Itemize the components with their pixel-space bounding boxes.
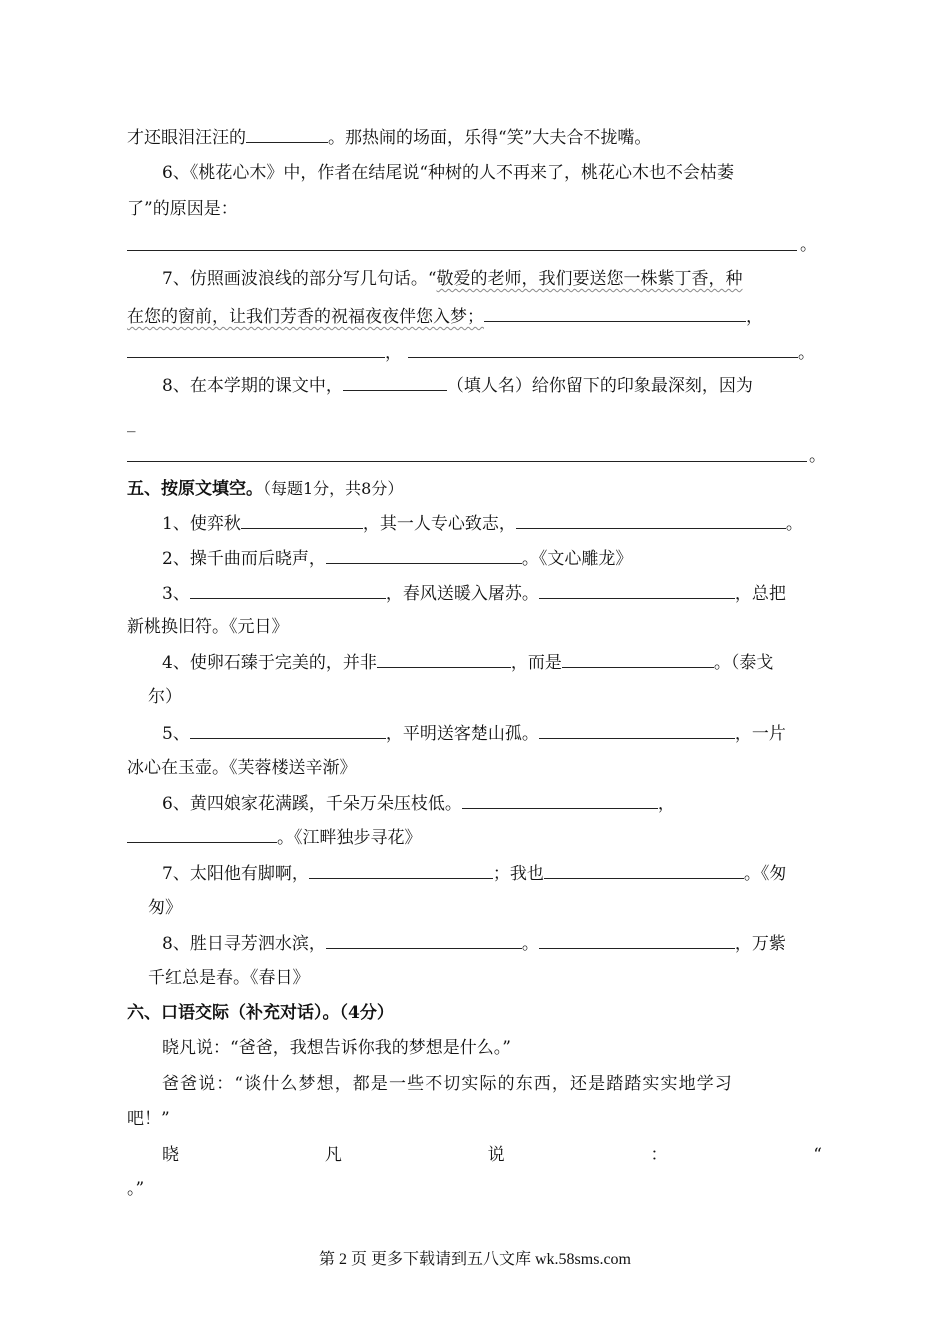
fill-item-6: 6、黄四娘家花满蹊，千朵万朵压枝低。 ， xyxy=(162,794,675,814)
answer-blank[interactable] xyxy=(127,826,277,843)
answer-blank[interactable] xyxy=(246,126,328,143)
fill-item-3-cont: 新桃换旧符。《元日》 xyxy=(127,617,289,637)
answer-blank[interactable] xyxy=(539,722,735,739)
question-8: 8、在本学期的课文中， （填人名）给你留下的印象最深刻，因为 xyxy=(162,376,753,396)
stray-dash: _ xyxy=(127,413,136,433)
answer-blank[interactable] xyxy=(326,547,522,564)
answer-blank[interactable] xyxy=(462,792,658,809)
answer-blank[interactable] xyxy=(377,651,511,668)
answer-blank[interactable] xyxy=(343,374,447,391)
answer-blank[interactable] xyxy=(539,932,735,949)
fill-item-5: 5、 ，平明送客楚山孤。 ，一片 xyxy=(162,724,786,744)
answer-blank[interactable] xyxy=(309,862,493,879)
answer-blank[interactable] xyxy=(562,651,714,668)
answer-blank[interactable] xyxy=(326,932,522,949)
answer-blank[interactable] xyxy=(408,341,798,358)
fill-item-8: 8、胜日寻芳泗水滨， 。 ，万紫 xyxy=(162,934,786,954)
answer-blank[interactable] xyxy=(127,341,385,358)
answer-blank[interactable] xyxy=(241,512,363,529)
fill-item-1: 1、使弈秋 ，其一人专心致志， 。 xyxy=(162,514,803,534)
answer-blank[interactable] xyxy=(484,305,746,322)
wavy-underlined-text: 在您的窗前，让我们芳香的祝福夜夜伴您入梦； xyxy=(127,307,484,327)
section-5-heading: 五、按原文填空。（每题1分，共8分） xyxy=(127,479,404,499)
section-6-heading: 六、口语交际（补充对话）。（4分） xyxy=(127,1003,394,1023)
question-7: 7、仿照画波浪线的部分写几句话。“敬爱的老师，我们要送您一株紫丁香，种 xyxy=(162,269,743,289)
period: 。 xyxy=(809,446,826,466)
answer-blank[interactable] xyxy=(190,722,386,739)
dialogue-line-2: 爸爸说：“谈什么梦想，都是一些不切实际的东西，还是踏踏实实地学习 xyxy=(162,1074,733,1094)
fill-item-4: 4、使卵石臻于完美的，并非 ，而是 。（泰戈 xyxy=(162,653,774,673)
answer-blank[interactable] xyxy=(190,582,386,599)
fill-item-4-cont: 尔） xyxy=(148,687,182,707)
wavy-underlined-text: 敬爱的老师，我们要送您一株紫丁香，种 xyxy=(436,269,743,289)
fill-item-7: 7、太阳他有脚啊， ；我也 。《匆 xyxy=(162,864,787,884)
text-line: 才还眼泪汪汪的 。那热闹的场面，乐得“笑”大夫合不拢嘴。 xyxy=(127,128,652,148)
page-footer: 第 2 页 更多下载请到五八文库 wk.58sms.com xyxy=(318,1251,631,1268)
answer-line[interactable] xyxy=(127,461,807,462)
fill-item-7-cont: 匆》 xyxy=(148,898,182,918)
dialogue-line-3: 晓 凡 说 ： “ xyxy=(162,1145,822,1165)
fill-item-2: 2、操千曲而后晓声， 。《文心雕龙》 xyxy=(162,549,633,569)
period: 。 xyxy=(800,235,817,255)
answer-blank[interactable] xyxy=(516,512,786,529)
fill-item-8-cont: 千红总是春。《春日》 xyxy=(148,968,310,988)
dialogue-line-1: 晓凡说：“爸爸，我想告诉你我的梦想是什么。” xyxy=(162,1038,511,1058)
answer-blank[interactable] xyxy=(539,582,735,599)
question-6-cont: 了”的原因是： xyxy=(127,199,238,219)
question-7-line3: ， 。 xyxy=(127,341,815,364)
question-6: 6、《桃花心木》中，作者在结尾说“种树的人不再来了，桃花心木也不会枯萎 xyxy=(162,163,735,183)
fill-item-5-cont: 冰心在玉壶。《芙蓉楼送辛渐》 xyxy=(127,758,357,778)
dialogue-line-2-cont: 吧！” xyxy=(127,1109,170,1129)
fill-item-3: 3、 ，春风送暖入屠苏。 ，总把 xyxy=(162,584,786,604)
dialogue-line-3-cont: 。” xyxy=(127,1179,145,1199)
fill-item-6-cont: 。《江畔独步寻花》 xyxy=(127,826,422,849)
answer-line[interactable] xyxy=(127,250,797,251)
answer-blank[interactable] xyxy=(544,862,744,879)
question-7-cont: 在您的窗前，让我们芳香的祝福夜夜伴您入梦； ， xyxy=(127,307,763,327)
